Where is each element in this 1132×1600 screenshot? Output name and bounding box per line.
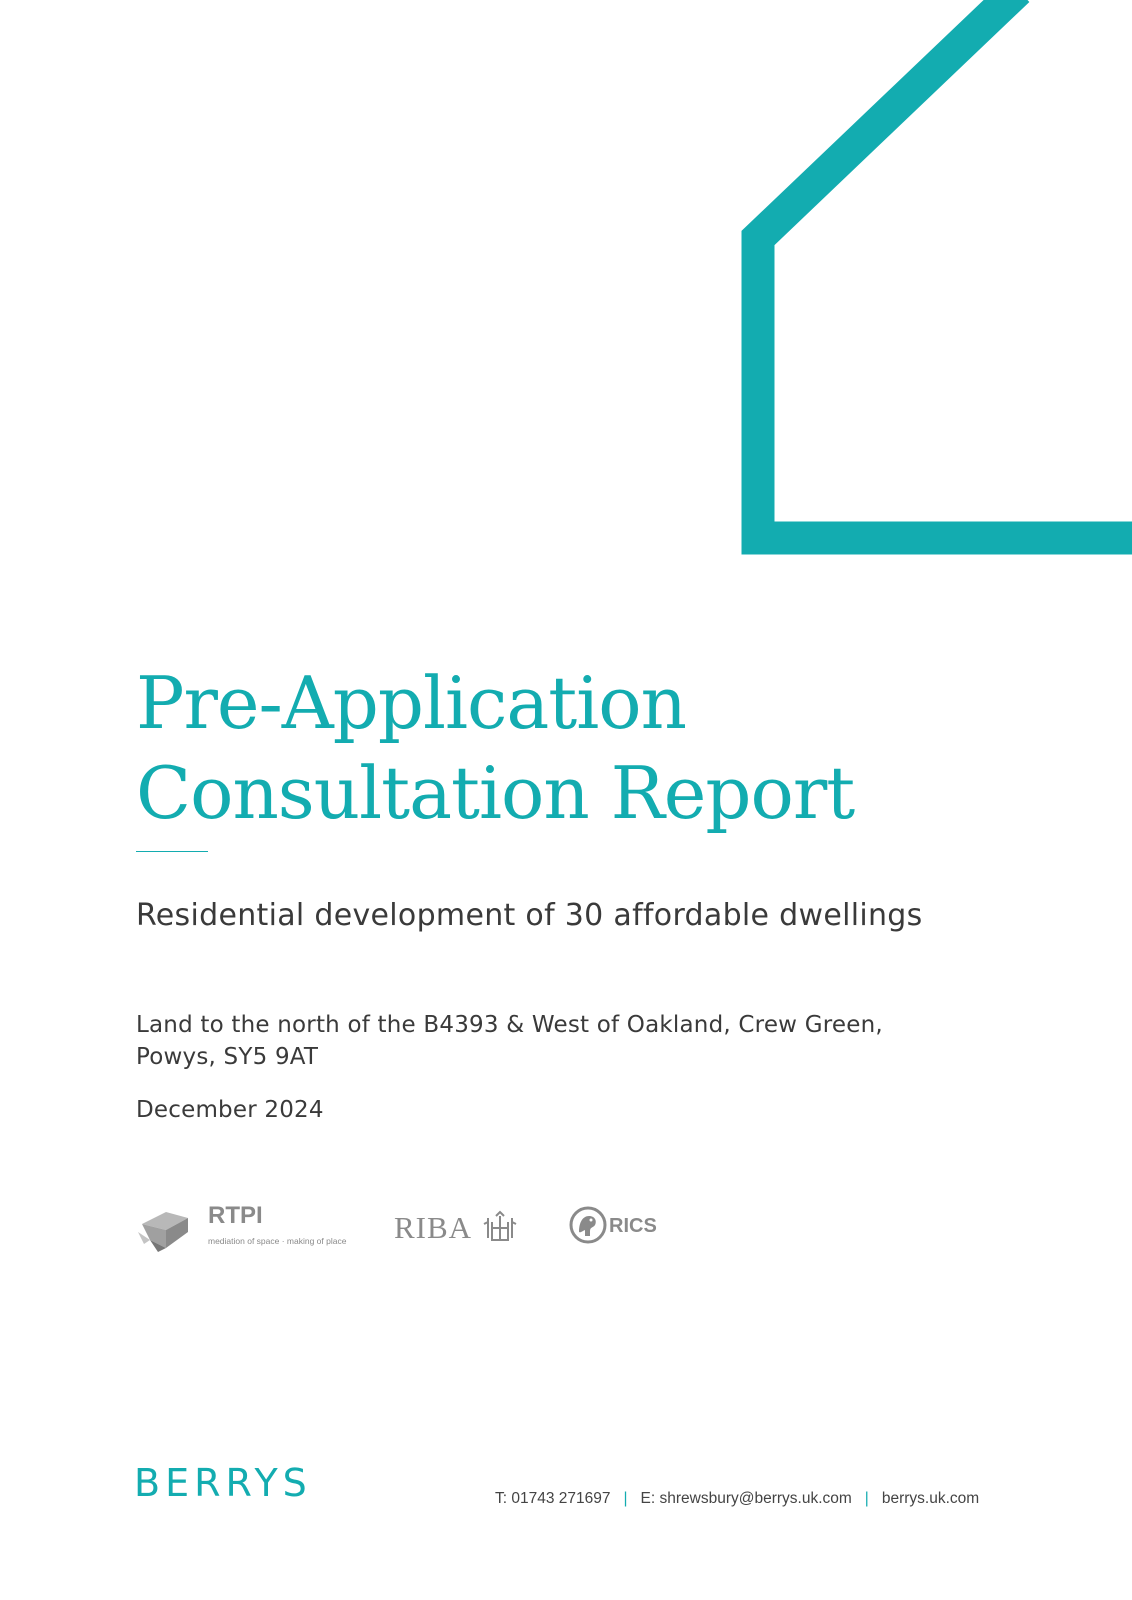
riba-name: RIBA (394, 1210, 473, 1245)
berrys-logo: BERRYS (134, 1461, 312, 1505)
subtitle: Residential development of 30 affordable dwellings (136, 898, 923, 933)
title-divider (136, 851, 208, 852)
accreditation-logos (136, 1200, 696, 1260)
rics-lion-icon (569, 1206, 607, 1244)
rics-name: RICS (609, 1215, 657, 1237)
contact-separator: | (864, 1490, 869, 1507)
rtpi-logo (136, 1200, 351, 1256)
contact-separator: | (623, 1490, 628, 1507)
riba-crest-icon (482, 1210, 518, 1246)
contact-email[interactable]: E: shrewsbury@berrys.uk.com (640, 1490, 852, 1507)
contact-website[interactable]: berrys.uk.com (881, 1490, 980, 1507)
rtpi-logo-icon (136, 1204, 194, 1254)
title-line-1: Pre-Application (136, 661, 686, 745)
address-line-2: Powys, SY5 9AT (136, 1044, 319, 1070)
page-title (136, 658, 854, 838)
house-outline-graphic (0, 0, 1132, 560)
site-address (136, 1009, 1016, 1073)
address-line-1: Land to the north of the B4393 & West of Oakland, Crew Green, (136, 1012, 883, 1038)
rtpi-name: RTPI (208, 1202, 263, 1229)
contact-details (495, 1489, 979, 1509)
title-line-2: Consultation Report (136, 751, 855, 835)
contact-phone[interactable]: T: 01743 271697 (495, 1490, 611, 1507)
rtpi-tagline: mediation of space · making of place (208, 1236, 347, 1246)
report-date: December 2024 (136, 1097, 324, 1123)
